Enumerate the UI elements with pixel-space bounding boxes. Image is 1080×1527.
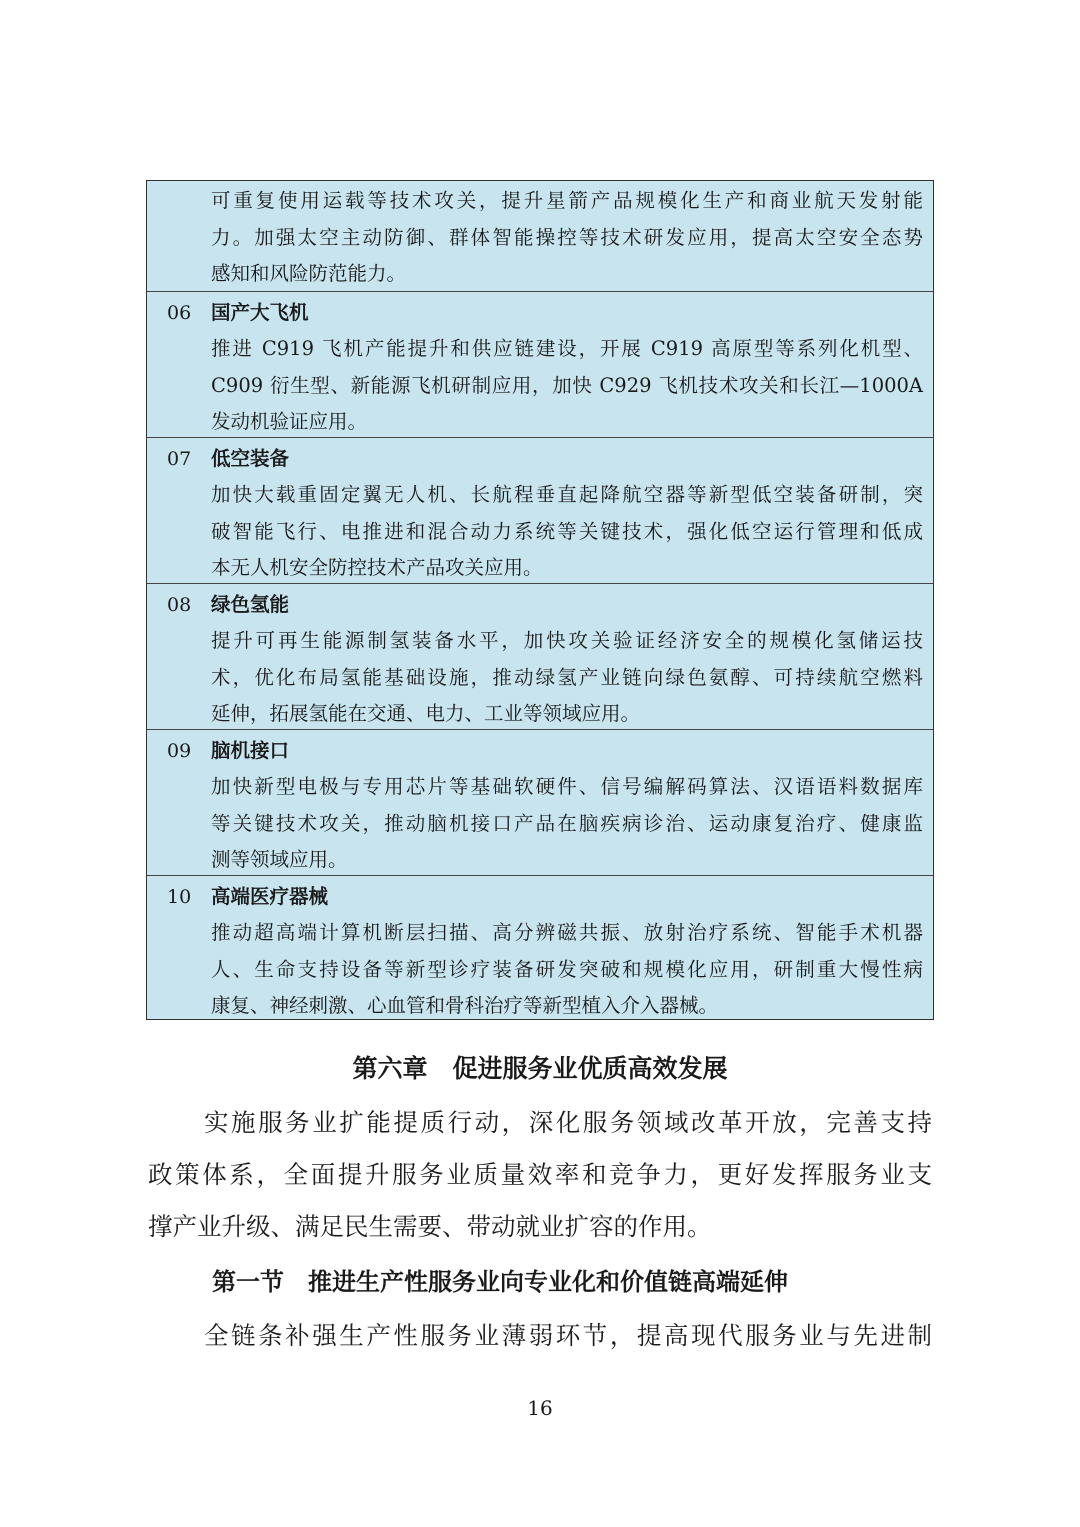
body-line: 发动机验证应用。 — [211, 410, 368, 433]
body-line: 测等领域应用。 — [211, 848, 348, 871]
project-title: 高端医疗器械 — [211, 885, 329, 908]
project-number: 08 — [167, 594, 192, 616]
project-title: 脑机接口 — [211, 739, 290, 762]
paragraph-line: 全链条补强生产性服务业薄弱环节，提高现代服务业与先进制 — [204, 1321, 932, 1350]
body-line: 术，优化布局氢能基础设施，推动绿氢产业链向绿色氨醇、可持续航空燃料 — [211, 665, 923, 689]
body-line: 加快大载重固定翼无人机、长航程垂直起降航空器等新型低空装备研制，突 — [211, 483, 923, 506]
body-line: 延伸，拓展氢能在交通、电力、工业等领域应用。 — [211, 702, 641, 725]
body-line: 破智能飞行、电推进和混合动力系统等关键技术，强化低空运行管理和低成 — [211, 519, 923, 543]
section-title: 第一节 推进生产性服务业向专业化和价值链高端延伸 — [212, 1268, 788, 1296]
project-item — [147, 437, 933, 583]
body-line: 本无人机安全防控技术产品攻关应用。 — [211, 556, 543, 579]
body-line: 人、生命支持设备等新型诊疗装备研发突破和规模化应用，研制重大慢性病 — [211, 957, 923, 981]
page-number: 16 — [527, 1396, 553, 1420]
paragraph-line: 实施服务业扩能提质行动，深化服务领域改革开放，完善支持 — [204, 1108, 932, 1137]
project-number: 09 — [167, 740, 192, 762]
paragraph-line: 政策体系，全面提升服务业质量效率和竞争力，更好发挥服务业支 — [148, 1160, 932, 1189]
project-item — [147, 583, 933, 729]
project-item — [147, 729, 933, 875]
body-line: 提升可再生能源制氢装备水平，加快攻关验证经济安全的规模化氢储运技 — [211, 629, 923, 652]
project-number: 10 — [167, 886, 192, 908]
project-number: 06 — [167, 302, 192, 324]
body-line: 推进 C919 飞机产能提升和供应链建设，开展 C919 高原型等系列化机型、 — [211, 337, 923, 360]
body-line: 等关键技术攻关，推动脑机接口产品在脑疾病诊治、运动康复治疗、健康监 — [211, 811, 923, 835]
chapter-title: 第六章 促进服务业优质高效发展 — [352, 1054, 728, 1083]
key-projects-box — [146, 180, 934, 1020]
body-line: C909 衍生型、新能源飞机研制应用，加快 C929 飞机技术攻关和长江—1000A — [211, 373, 923, 397]
project-item — [147, 291, 933, 437]
body-line: 推动超高端计算机断层扫描、高分辨磁共振、放射治疗系统、智能手术机器 — [211, 921, 923, 944]
project-title: 国产大飞机 — [211, 301, 309, 324]
body-line: 加快新型电极与专用芯片等基础软硬件、信号编解码算法、汉语语料数据库 — [211, 775, 923, 798]
project-continuation — [147, 181, 933, 291]
paragraph-line: 撑产业升级、满足民生需要、带动就业扩容的作用。 — [148, 1212, 712, 1241]
project-title: 绿色氢能 — [211, 593, 290, 616]
body-line: 康复、神经刺激、心血管和骨科治疗等新型植入介入器械。 — [211, 994, 719, 1017]
body-line: 感知和风险防范能力。 — [211, 262, 407, 285]
project-number: 07 — [167, 448, 192, 470]
project-item — [147, 875, 933, 1021]
project-title: 低空装备 — [211, 447, 290, 470]
body-line: 力。加强太空主动防御、群体智能操控等技术研发应用，提高太空安全态势 — [211, 225, 923, 249]
body-line: 可重复使用运载等技术攻关，提升星箭产品规模化生产和商业航天发射能 — [211, 189, 923, 212]
